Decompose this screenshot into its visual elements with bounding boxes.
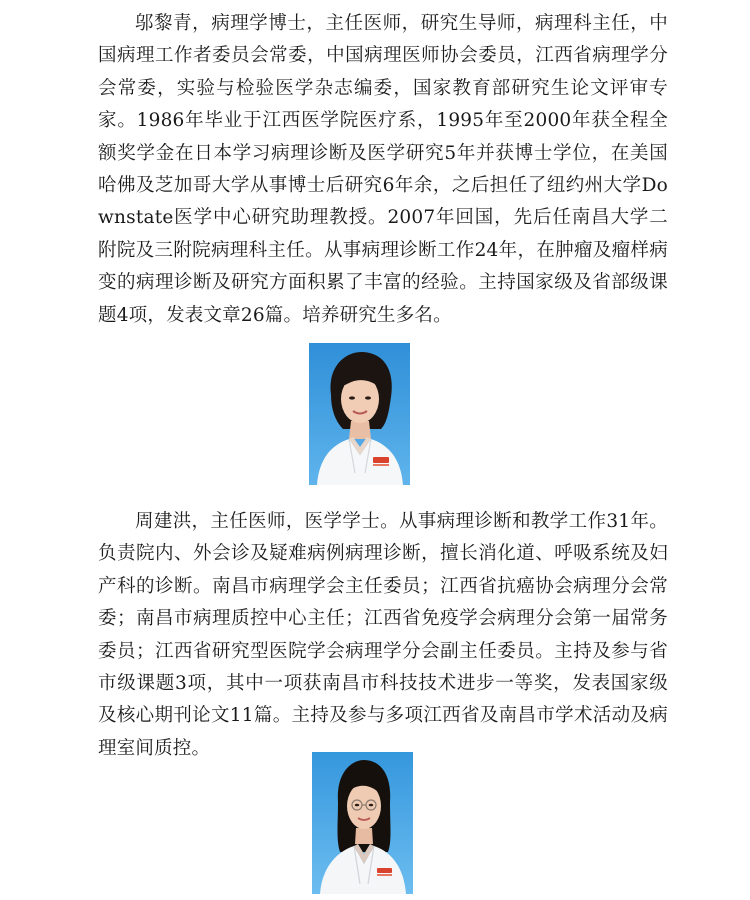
portrait-illustration [309,343,410,485]
portrait-photo-wu-liqing [309,343,410,485]
bio-paragraph-wu-liqing: 邬黎青，病理学博士，主任医师，研究生导师，病理科主任，中国病理工作者委员会常委，中国病理医师协会委员，江西省病理学分会常委，实验与检验医学杂志编委，国家教育部研究生论文评审专家。1986年毕业于江西医学院医疗系，1995年至2000年获全程全额奖学金在日本学习病理诊断及医学研究5年并获博士学位，在美国哈佛及芝加哥大学从事博士后研究6年余，之后担任了纽约州大学Downstate医学中心研究助理教授。2007年回国，先后任南昌大学二附院及三附院病理科主任。从事病理诊断工作24年，在肿瘤及瘤样病变的病理诊断及研究方面积累了丰富的经验。主持国家级及省部级课题4项，发表文章26篇。培养研究生多名。 [98,13,668,326]
portrait-photo-zhou-jianhong [312,752,413,894]
portrait-illustration [312,752,413,894]
bio-paragraph-zhou-jianhong: 周建洪，主任医师，医学学士。从事病理诊断和教学工作31年。负责院内、外会诊及疑难病例病理诊断，擅长消化道、呼吸系统及妇产科的诊断。南昌市病理学会主任委员；江西省抗癌协会病理分会常委；南昌市病理质控中心主任；江西省免疫学会病理分会第一届常务委员；江西省研究型医院学会病理学分会副主任委员。主持及参与省市级课题3项，其中一项获南昌市科技技术进步一等奖，发表国家级及核心期刊论文11篇。主持及参与多项江西省及南昌市学术活动及病理室间质控。 [98,511,668,759]
